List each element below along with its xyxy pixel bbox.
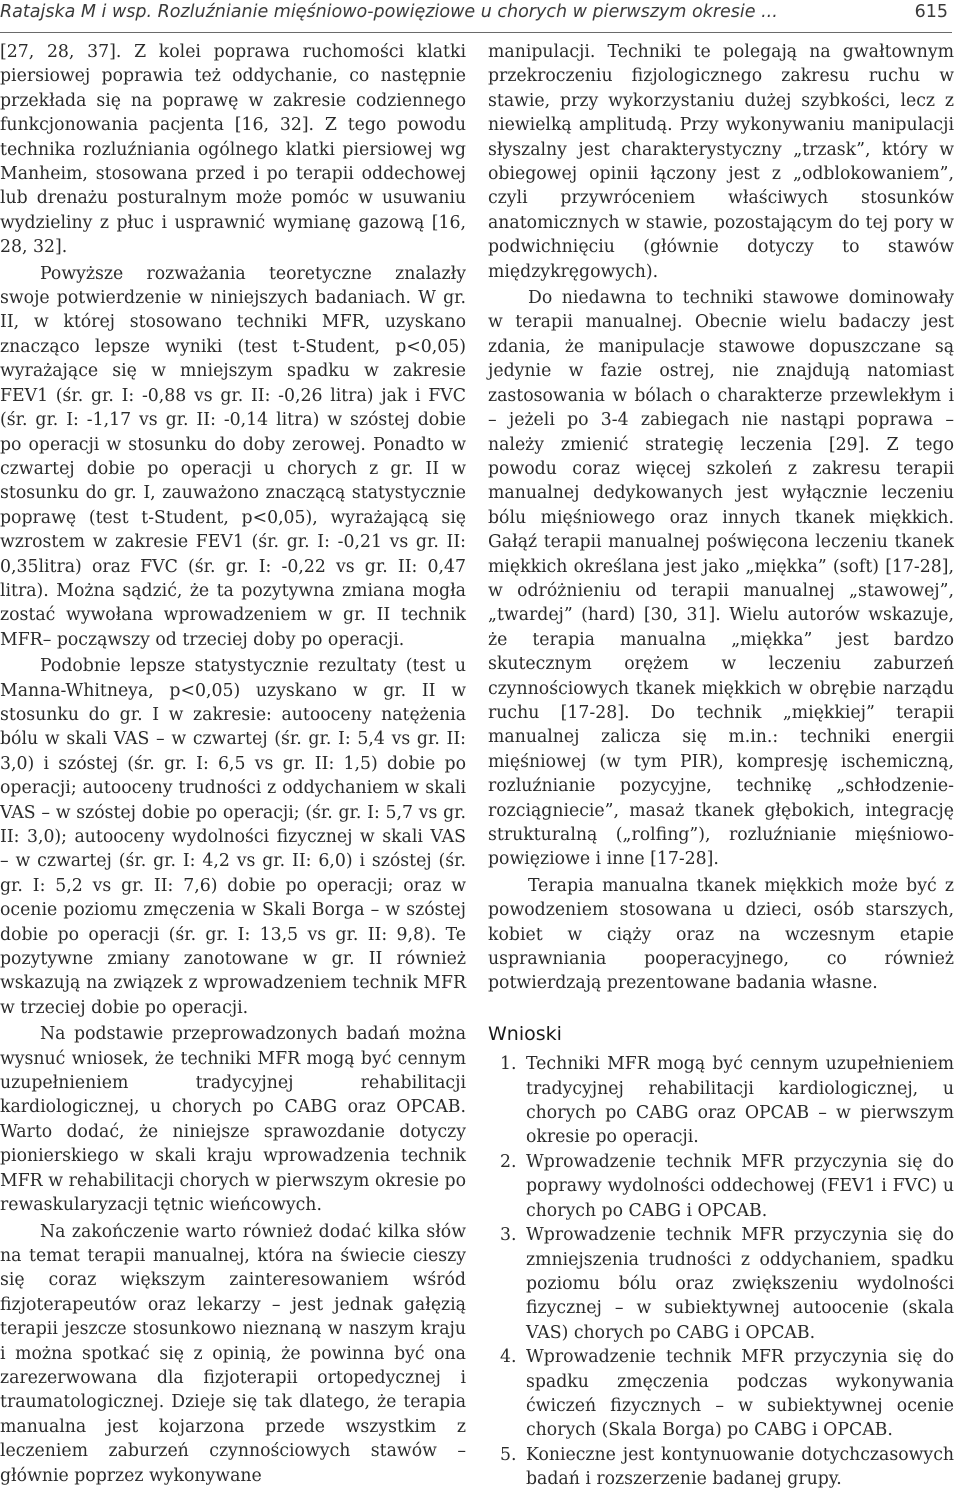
list-item <box>488 1223 954 1345</box>
paragraph: Do niedawna to techniki stawowe dominowały w terapii manualnej. Obecnie wielu badaczy jest zdania, że manipulacje stawowe dopuszczane są jedynie w fazie ostrej, nie znajdują natomiast zastosowania w bólach o charakterze przewlekłym i – jeżeli po 3-4 zabiegach nie nastąpi poprawa – należy zmienić strategię leczenia [29]. Z tego powodu coraz więcej szkoleń z zakresu terapii manualnej dedykowanych jest wyłącznie leczeniu bólu mięśniowego oraz innych tkanek miękkich. Gałąź terapii manualnej poświęcona leczeniu tkanek miękkich określana jest jako „miękka” (soft) [17-28], w odróżnieniu od terapii manualnej „stawowej”, „twardej” (hard) [30, 31]. Wielu autorów wskazuje, że terapia manualna „miękka” jest bardzo skutecznym orężem w leczeniu zaburzeń czynnościowych tkanek miękkich w obrębie narządu ruchu [17-28]. Do technik „miękkiej” terapii manualnej zalicza się m.in.: techniki energii mięśniowej (w tym PIR), kompresję ischemiczną, rozluźnianie pozycyjne, technikę „schłodzenie-rozciągniecie”, masaż tkanek głębokich, integrację strukturalną („rolfing”), rozluźnianie mięśniowo-powięziowe i inne [17-28]. <box>488 288 954 870</box>
running-header <box>0 0 952 33</box>
paragraph: [27, 28, 37]. Z kolei poprawa ruchomości klatki piersiowej poprawia też oddychanie, co następnie przekłada się na poprawę w zakresie codziennego funkcjonowania pacjenta [16, 32]. Z tego powodu technika rozluźniania ogólnego klatki piersiowej wg Manheim, stosowana przed i po terapii oddechowej lub drenażu posturalnym może pomóc w usuwaniu wydzieliny z płuc i usprawnić wymianę gazową [16, 28, 32]. <box>0 42 466 258</box>
paragraph: Podobnie lepsze statystycznie rezultaty (test u Manna-Whitneya, p<0,05) uzyskano w gr. II w stosunku do gr. I w zakresie: autooceny natężenia bólu w skali VAS – w czwartej (śr. gr. I: 5,4 vs gr. II: 3,0) i szóstej (śr. gr. I: 6,5 vs gr. II: 1,5) dobie po operacji; autooceny trudności z oddychaniem w skali VAS – w szóstej dobie po operacji; (śr. gr. I: 5,7 vs gr. II: 3,0); autooceny wydolności fizycznej w skali VAS – w czwartej (śr. gr. I: 4,2 vs gr. II: 6,0) i szóstej (śr. gr. I: 5,2 vs gr. II: 7,6) dobie po operacji; oraz w ocenie poziomu zmęczenia w Skali Borga – w szóstej dobie po operacji (śr. gr. I: 13,5 vs gr. II: 9,8). Te pozytywne zmiany zanotowane w gr. II również wskazują na związek z wprowadzeniem technik MFR w trzeciej dobie po operacji. <box>0 656 466 1018</box>
running-title: Ratajska M i wsp. Rozluźnianie mięśniowo-powięziowe u chorych w pierwszym okresie ... <box>0 2 778 22</box>
paragraph: Terapia manualna tkanek miękkich może być z powodzeniem stosowana u dzieci, osób starszych, kobiet w ciąży oraz na wczesnym etapie usprawniania pooperacyjnego, co również potwierdzają prezentowane badania własne. <box>488 875 954 994</box>
paragraph: Na zakończenie warto również dodać kilka słów na temat terapii manualnej, która na świecie cieszy się coraz większym zainteresowaniem wśród fizjoterapeutów oraz lekarzy – jest jednak gałęzią terapii jeszcze stosunkowo nieznaną w naszym kraju i można spotkać się z opinią, że powinna być ona zarezerwowana dla fizjoterapii ortopedycznej i traumatologicznej. Dzieje się tak dlatego, że terapia manualna jest kojarzona przede wszystkim z leczeniem zaburzeń czynnościowych stawów – głównie poprzez wykonywane <box>0 1221 466 1486</box>
list-item-text: Wprowadzenie technik MFR przyczynia się do poprawy wydolności oddechowej (FEV1 i FVC) u chorych po CABG i OPCAB. <box>526 1151 954 1221</box>
list-item-text: Wprowadzenie technik MFR przyczynia się do spadku zmęczenia podczas wykonywania ćwiczeń fizycznych – w subiektywnej ocenie chorych (Skala Borga) po CABG i OPCAB. <box>526 1347 954 1441</box>
list-item-text: Wprowadzenie technik MFR przyczynia się do zmniejszenia trudności z oddychaniem, spadku poziomu bólu oraz zwiększeniu wydolności fizycznej – w subiektywnej autoocenie (skala VAS) chorych po CABG i OPCAB. <box>526 1225 954 1343</box>
paragraph: Na podstawie przeprowadzonych badań można wysnuć wniosek, że techniki MFR mogą być cennym uzupełnieniem tradycyjnej rehabilitacji kardiologicznej, u chorych po CABG oraz OPCAB. Warto dodać, że niniejsze sprawozdanie dotyczy pionierskiego w skali kraju wprowadzenia technik MFR w rehabilitacji chorych w pierwszym okresie po rewaskularyzacji tętnic wieńcowych. <box>0 1024 466 1216</box>
list-number: 1. <box>500 1054 517 1075</box>
list-number: 4. <box>500 1347 517 1368</box>
paragraph: manipulacji. Techniki te polegają na gwałtownym przekroczeniu fizjologicznego zakresu ruchu w stawie, przy wykorzystaniu dużej szybkości, lecz z niewielką amplitudą. Przy wykonywaniu manipulacji słyszalny jest charakterystyczny „trzask”, który w obiegowej opinii łączony jest z „odblokowaniem”, czyli przywróceniem właściwych stosunków anatomicznych w stawie, pozostającym do tej pory w podwichnięciu (głównie dotyczy to stawów międzykręgowych). <box>488 42 954 282</box>
conclusions-list <box>488 1052 954 1491</box>
list-item-text: Techniki MFR mogą być cennym uzupełnieniem tradycyjnej rehabilitacji kardiologicznej, u chorych po CABG oraz OPCAB – w pierwszym okresie po operacji. <box>526 1054 954 1148</box>
page-number: 615 <box>914 2 948 22</box>
list-item-text: Konieczne jest kontynuowanie dotychczasowych badań i rozszerzenie badanej grupy. <box>526 1444 954 1490</box>
list-item <box>488 1150 954 1223</box>
conclusions-heading: Wnioski <box>488 1022 562 1045</box>
left-column <box>0 40 466 1488</box>
paragraph: Powyższe rozważania teoretyczne znalazły swoje potwierdzenie w niniejszych badaniach. W gr. II, w której stosowano techniki MFR, uzyskano znacząco lepsze wyniki (test t-Student, p<0,05) wyrażające się w mniejszym spadku w zakresie FEV1 (śr. gr. I: -0,88 vs gr. II: -0,26 litra) jak i FVC (śr. gr. I: -1,17 vs gr. II: -0,14 litra) w szóstej dobie po operacji w stosunku do doby zerowej. Ponadto w czwartej dobie po operacji u chorych z gr. II w stosunku do gr. I, zauważono znaczącą statystycznie poprawę (test t-Student, p<0,05), wyrażającą się wzrostem w zakresie FEV1 (śr. gr. I: -0,21 vs gr. II: 0,35litra) oraz FVC (śr. gr. I: -0,22 vs gr. II: 0,47 litra). Można sądzić, że ta pozytywna zmiana mogła zostać wywołana wprowadzeniem w gr. II technik MFR– począwszy od trzeciej doby po operacji. <box>0 263 466 650</box>
list-item <box>488 1443 954 1492</box>
list-item <box>488 1345 954 1443</box>
list-item <box>488 1052 954 1150</box>
right-column <box>488 40 954 1492</box>
list-number: 3. <box>500 1225 517 1246</box>
list-number: 5. <box>500 1444 517 1465</box>
list-number: 2. <box>500 1151 517 1172</box>
